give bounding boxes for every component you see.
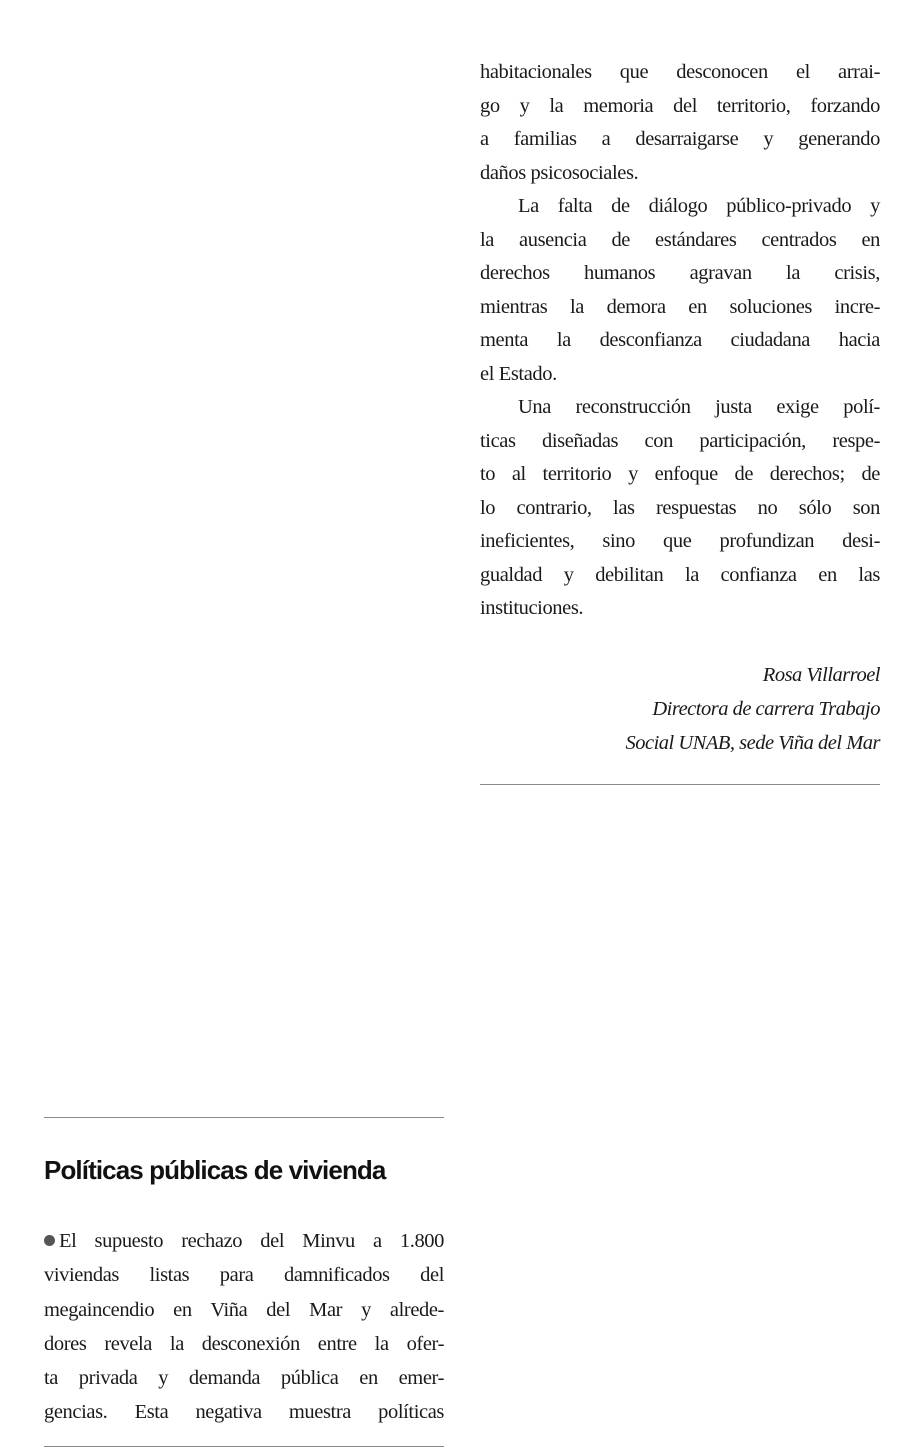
paragraph-line-text: El supuesto rechazo del Minvu a 1.800	[59, 1230, 444, 1252]
paragraph-line: derechos humanos agravan la crisis,	[480, 262, 880, 284]
paragraph-line: viviendas listas para damnificados del	[44, 1264, 444, 1287]
paragraph-line: instituciones.	[480, 597, 584, 619]
paragraph-line: go y la memoria del territorio, forzando	[480, 94, 880, 117]
section-divider	[480, 784, 880, 785]
paragraph-line: ticas diseñadas con participación, respe-	[480, 429, 880, 452]
paragraph-line: gencias. Esta negativa muestra políticas	[44, 1401, 444, 1424]
paragraph-line: La falta de diálogo público-privado y	[518, 195, 880, 217]
author-name: Rosa Villarroel	[762, 663, 880, 686]
paragraph-line: ineficientes, sino que profundizan desi-	[480, 530, 880, 552]
paragraph-line: gualdad y debilitan la confianza en las	[480, 563, 880, 586]
paragraph-line: a familias a desarraigarse y generando	[480, 128, 880, 150]
paragraph-line: menta la desconfianza ciudadana hacia	[480, 329, 880, 351]
author-title: Directora de carrera Trabajo	[652, 697, 880, 720]
paragraph-line: habitacionales que desconocen el arrai-	[480, 61, 880, 83]
article-continuation	[480, 56, 880, 760]
bullet-icon	[44, 1235, 55, 1246]
section-divider	[44, 1117, 444, 1118]
paragraph-line: dores revela la desconexión entre la ofer-	[44, 1332, 444, 1355]
section-divider	[44, 1446, 444, 1447]
author-signature	[480, 658, 880, 760]
paragraph-line: Una reconstrucción justa exige polí-	[518, 396, 880, 418]
paragraph-line	[44, 1224, 444, 1258]
paragraph-line: to al territorio y enfoque de derechos; de	[480, 463, 880, 485]
letter-column	[44, 1150, 444, 1430]
paragraph-line: mientras la demora en soluciones incre-	[480, 295, 880, 318]
paragraph-line: megaincendio en Viña del Mar y alrede-	[44, 1298, 444, 1321]
paragraph-line: la ausencia de estándares centrados en	[480, 228, 880, 251]
paragraph-line: ta privada y demanda pública en emer-	[44, 1367, 444, 1390]
letter-body	[44, 1224, 444, 1430]
paragraph-line: lo contrario, las respuestas no sólo son	[480, 496, 880, 519]
paragraph-line: daños psicosociales.	[480, 161, 639, 184]
author-affiliation: Social UNAB, sede Viña del Mar	[625, 731, 880, 754]
letter-headline: Políticas públicas de vivienda	[44, 1155, 386, 1185]
paragraph-line: el Estado.	[480, 362, 557, 385]
